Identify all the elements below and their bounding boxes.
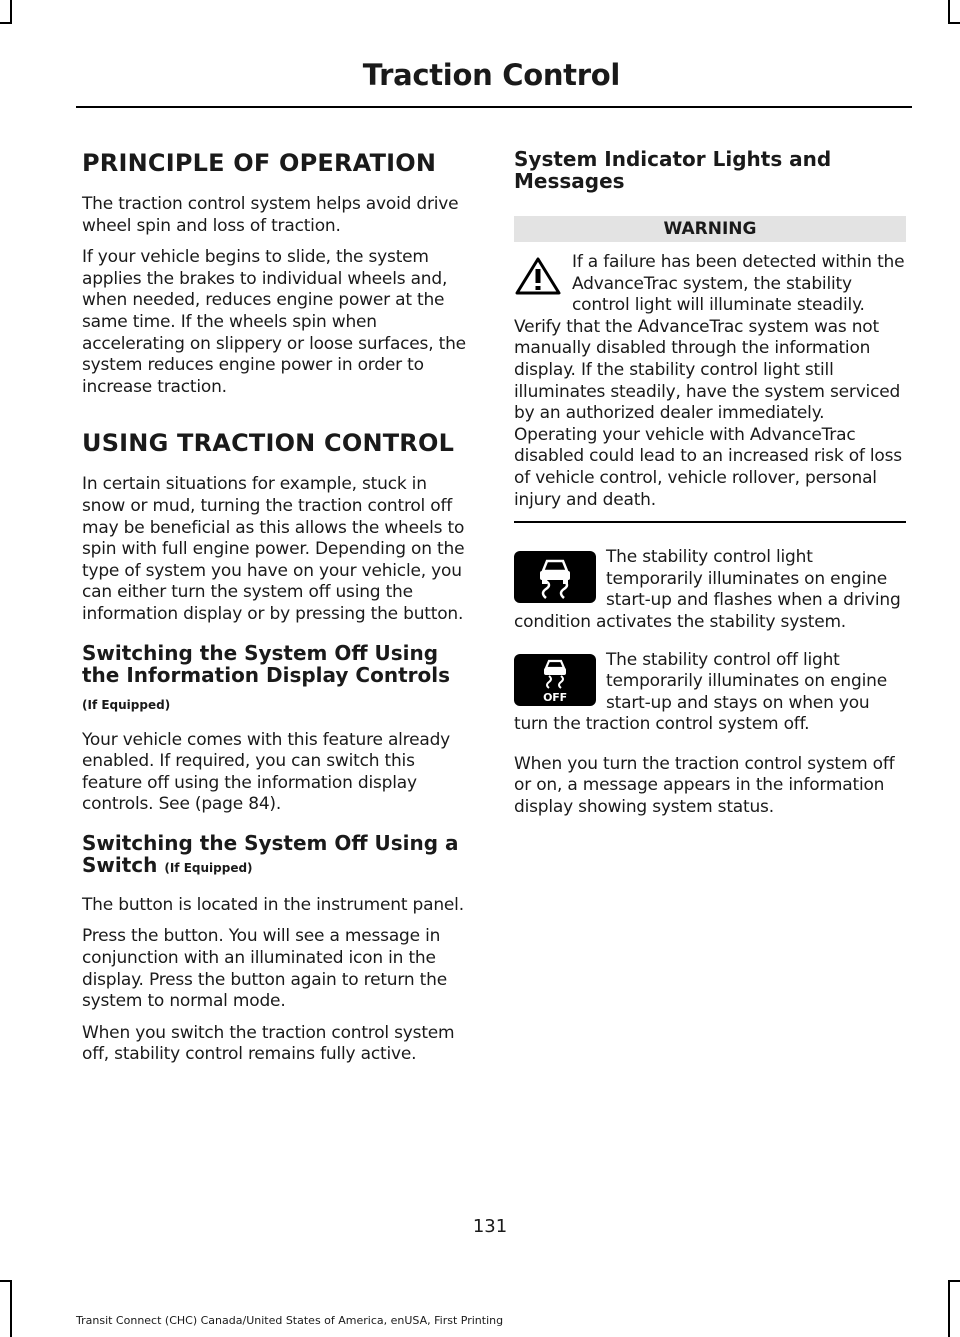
heading-principle: PRINCIPLE OF OPERATION xyxy=(82,149,437,177)
heading-using: USING TRACTION CONTROL xyxy=(82,429,455,458)
paragraph: When you switch the traction control system off, stability control remains fully active. xyxy=(82,1022,455,1065)
crop-mark xyxy=(0,22,12,24)
paragraph: When you turn the traction control system off or on, a message appears in the information display showing system status. xyxy=(514,753,895,818)
paragraph: The button is located in the instrument panel. xyxy=(82,894,464,915)
footer-edition: Transit Connect (CHC) Canada/United States of America, enUSA, First Printing xyxy=(76,1314,504,1327)
header-divider xyxy=(76,106,912,108)
warning-banner: WARNING xyxy=(514,216,906,242)
crop-mark xyxy=(948,1280,960,1282)
left-column xyxy=(82,148,474,1076)
stability-off-text: The stability control off light temporarily illuminates on engine start-up and stays on when you turn the traction control system off. xyxy=(514,649,887,735)
paragraph-text: Your vehicle comes with this feature already enabled. If required, you can switch this feature off using the information display controls. See (page 84). xyxy=(82,729,451,815)
if-equipped-note: (If Equipped) xyxy=(164,860,253,875)
stability-control-light-icon xyxy=(514,551,596,603)
section-divider xyxy=(514,521,906,523)
if-equipped-note: (If Equipped) xyxy=(82,697,171,712)
off-icon-label: OFF xyxy=(543,690,567,704)
heading-indicators: System Indicator Lights and Messages xyxy=(514,147,832,193)
warning-triangle-icon xyxy=(514,256,562,303)
paragraph: If your vehicle begins to slide, the system applies the brakes to individual wheels and, when needed, reduces engine power at the same time. If the wheels spin when accelerating on slippery or loose surfaces, the system reduces engine power in order to increase traction. xyxy=(82,247,466,397)
warning-paragraph xyxy=(514,252,906,511)
stability-off-paragraph xyxy=(514,650,906,736)
page-header-title: Traction Control xyxy=(362,58,620,92)
crop-mark xyxy=(10,0,12,24)
right-column xyxy=(514,148,906,829)
crop-mark xyxy=(948,0,950,24)
heading-switch-text: Switching the System Off Using a Switch xyxy=(82,830,459,877)
crop-mark xyxy=(948,22,960,24)
paragraph: Press the button. You will see a message in conjunction with an illuminated icon in the display. Press the button again to return the system to normal mode. xyxy=(82,926,447,1012)
crop-mark xyxy=(10,1280,12,1337)
crop-mark xyxy=(948,1280,950,1337)
paragraph xyxy=(82,730,474,816)
heading-display-controls: Switching the System Off Using the Information Display Controls xyxy=(82,640,450,687)
stability-control-off-icon xyxy=(514,654,596,706)
stability-light-text: The stability control light temporarily illuminates on engine start-up and flashes when a driving condition activates the stability system. xyxy=(514,547,901,632)
paragraph: In certain situations for example, stuck in snow or mud, turning the traction control off may be beneficial as this allows the wheels to spin with full engine power. Depending on the type of system you have on your vehicle, you can either turn the system off using the information display or by pressing the button. xyxy=(82,474,465,624)
warning-text: If a failure has been detected within the AdvanceTrac system, the stability control light will illuminate steadily. Verify that the AdvanceTrac system was not manually disabled through the information display. If the stability control light still illuminates steadily, have the system serviced by an authorized dealer immediately. Operating your vehicle with AdvanceTrac disabled could lead to an increased risk of loss of vehicle control, vehicle rollover, personal injury and death. xyxy=(514,252,905,510)
paragraph: The traction control system helps avoid drive wheel spin and loss of traction. xyxy=(82,194,459,236)
page-number: 131 xyxy=(472,1216,508,1237)
stability-light-paragraph xyxy=(514,547,906,633)
crop-mark xyxy=(0,1280,12,1282)
heading-switch xyxy=(82,832,474,879)
